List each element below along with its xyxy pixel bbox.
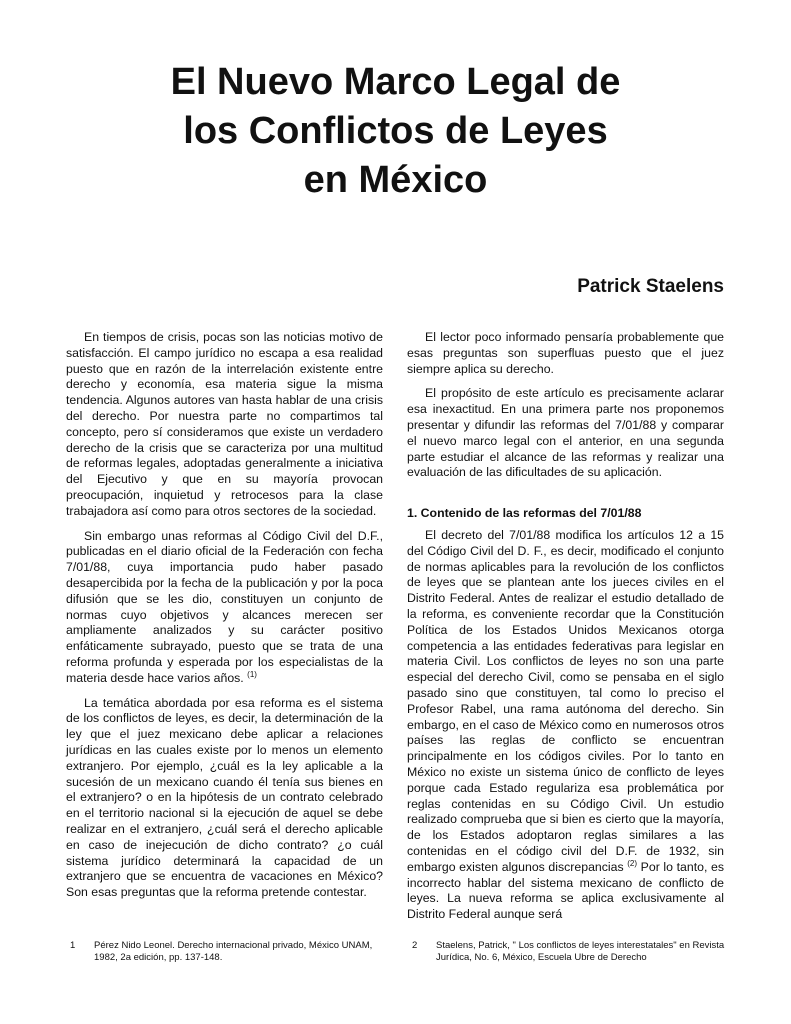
footnote-ref: (2) xyxy=(627,858,638,868)
paragraph-text: El decreto del 7/01/88 modifica los artículos 12 a 15 del Código Civil del D. F., es decir, modificado el conjunto de normas aplicables para la revolución de los conflictos de leyes que se plantean ante los jueces civiles en el Distrito Federal. Antes de realizar el estudio detallado de la reforma, es conveniente recordar que la Constitución Política de los Estados Unidos Mexicanos otorga competencia a las entidades federativas para legislar en materia Civil. Los conflictos de leyes no son una parte especial del derecho Civil, como se pensaba en el siglo pasado sino que constituyen, tal como lo preciso el Profesor Rabel, una rama autónoma del derecho. Sin embargo, en el caso de México como en numerosos otros países las reglas de conflicto se encuentran principalmente en los códigos civiles. Por lo tanto en México no existe un sistema único de conflicto de leyes porque cada Estado regulariza esa problemática por reglas contenidas en su Código Civil. Un estudio realizado comprueba que si bien es cierto que la mayoría, de los Estados adoptaron reglas similares a las contenidas en el código civil del D.F. de 1932, sin embargo existen algunos discrepancias xyxy=(407,527,724,874)
footnote-number: 1 xyxy=(70,940,76,951)
title-line: los Conflictos de Leyes xyxy=(183,110,608,152)
footnote xyxy=(70,940,387,964)
paragraph-text: Sin embargo unas reformas al Código Civil del D.F., publicadas en el diario oficial de la Federación con fecha 7/01/88, cuya importancia pudo haber pasado desapercibida por la fecha de la publicación y por la poca difusión que se les dio, constituyen un conjunto de normas cuyo objetivos y alcances merecen ser ampliamente analizados y su carácter positivo enfáticamente subrayado, puesto que se trata de una reforma profunda y esperada por los especialistas de la materia desde hace varios años. xyxy=(66,528,383,685)
paragraph-text: La temática abordada por esa reforma es el sistema de los conflictos de leyes, es decir, la determinación de la ley que el juez mexicano debe aplicar a relaciones jurídicas en las cuales existe por lo menos un elemento extranjero. Por ejemplo, ¿cuál es la ley aplicable a la sucesión de un mexicano cuando él tenía sus bienes en el extranjero? o en la hipótesis de un contrato celebrado en el territorio nacional si la ejecución de aquel se debe realizar en el extranjero, ¿cuál será el derecho aplicable en caso de inejecución de dicho contrato? ¿o cuál sistema jurídico determinará la capacidad de un extranjero que se encuentra de vacaciones en México? Son esas preguntas que la reforma pretende contestar. xyxy=(66,695,383,900)
paragraph-text: El propósito de este artículo es precisamente aclarar esa inexactitud. En una primera parte nos proponemos presentar y difundir las reformas del 7/01/88 y comparar el nuevo marco legal con el anterior, en una segunda parte estudiar el alcance de las reformas y realizar una evaluación de las dificultades de su aplicación. xyxy=(407,386,724,480)
footnote-ref: (1) xyxy=(247,669,257,679)
footnote-text: Staelens, Patrick, " Los conflictos de leyes interestatales" en Revista Jurídica, No. 6, México, Escuela Ubre de Derecho xyxy=(436,940,725,963)
footnote-text: Pérez Nido Leonel. Derecho internacional privado, México UNAM, 1982, 2a edición, pp. 137-148. xyxy=(94,940,373,963)
paragraph-text: El lector poco informado pensaría probablemente que esas preguntas son superfluas puesto que el juez siempre aplica su derecho. xyxy=(407,330,724,376)
right-column xyxy=(407,330,724,932)
paragraph xyxy=(407,386,724,481)
section-heading: 1. Contenido de las reformas del 7/01/88 xyxy=(407,506,642,521)
paragraph xyxy=(66,330,383,520)
paragraph xyxy=(66,529,383,687)
title-line: El Nuevo Marco Legal de xyxy=(170,61,621,103)
paragraph xyxy=(407,330,724,377)
paragraph-text: En tiempos de crisis, pocas son las noticias motivo de satisfacción. El campo jurídico no escapa a esa realidad puesto que en razón de la interrelación existente entre derecho y economía, esa materia sigue la misma tendencia. Algunos autores van hasta hablar de una crisis del derecho. Por nuestra parte no compartimos tal concepto, pero sí consideramos que existe un verdadero derecho de la crisis que se caracteriza por una multitud de reformas legales, adoptadas generalmente a iniciativa del Ejecutivo y que en su mayoría provocan preocupación, inquietud y retrocesos para la clase trabajadora así como para otros sectores de la sociedad. xyxy=(66,330,383,518)
paragraph-text: Por lo tanto, es incorrecto hablar del sistema mexicano de conflicto de leyes. La nueva reforma se aplica exclusivamente al Distrito Federal aunque será xyxy=(407,859,724,922)
article-title xyxy=(0,58,791,205)
title-line: en México xyxy=(303,159,488,201)
footnote xyxy=(412,940,729,964)
footnote-number: 2 xyxy=(412,940,418,951)
paragraph xyxy=(407,528,724,923)
left-column xyxy=(66,330,383,910)
paragraph xyxy=(66,696,383,901)
author-name: Patrick Staelens xyxy=(577,276,724,297)
